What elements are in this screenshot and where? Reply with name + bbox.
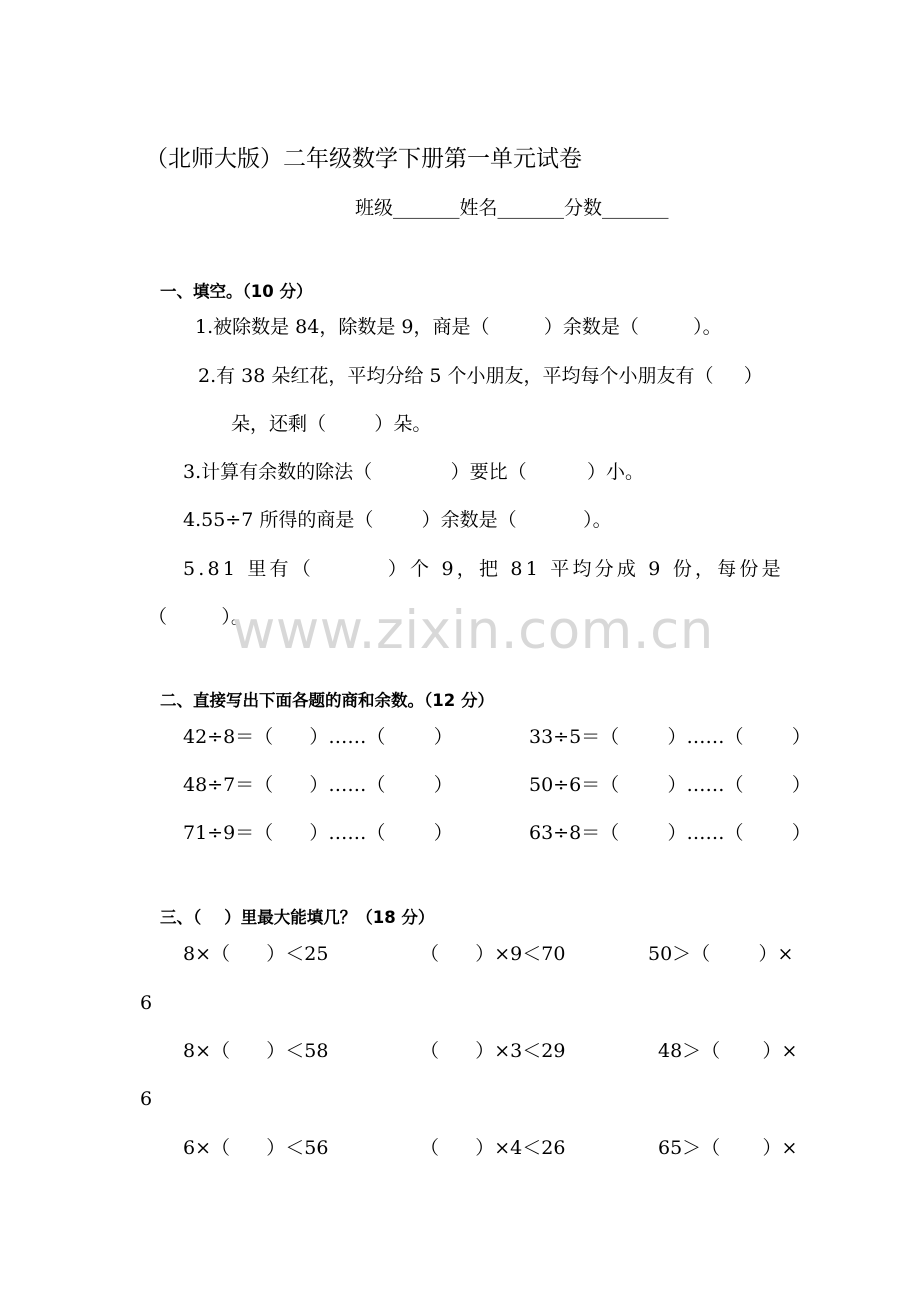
question-2-line-2: 朵，还剩（ ）朵。 [231,413,432,435]
inequality-c-row-1: 50＞（ ）× [648,943,794,965]
division-right-row-2: 50÷6＝（ ）……（ ） [529,774,811,796]
question-1: 1.被除数是 84，除数是 9，商是（ ）余数是（ ）。 [195,316,722,338]
inequality-a-row-1: 8×（ ）＜25 [183,943,329,965]
watermark: www.zixin.com.cn [232,600,714,661]
inequality-c-continuation-row-2: 6 [140,1088,153,1110]
inequality-b-row-1: （ ）×9＜70 [420,943,566,965]
student-info-line: 班级_______姓名_______分数_______ [355,197,669,219]
inequality-a-row-3: 6×（ ）＜56 [183,1137,329,1159]
inequality-b-row-3: （ ）×4＜26 [420,1137,566,1159]
inequality-c-row-3: 65＞（ ）× [658,1137,798,1159]
division-left-row-1: 42÷8＝（ ）……（ ） [183,726,453,748]
question-5-line-2: （ ）。 [148,606,250,628]
question-5-line-1: 5.81 里有（ ）个 9，把 81 平均分成 9 份，每份是 [183,558,784,580]
question-2-line-1: 2.有 38 朵红花，平均分给 5 个小朋友，平均每个小朋友有（ ） [198,365,763,387]
division-right-row-3: 63÷8＝（ ）……（ ） [529,822,811,844]
section-heading: 三、（ ）里最大能填几？（18 分） [160,908,435,927]
page-title: （北师大版）二年级数学下册第一单元试卷 [145,146,582,172]
section-heading: 二、直接写出下面各题的商和余数。（12 分） [160,691,494,710]
division-right-row-1: 33÷5＝（ ）……（ ） [529,726,811,748]
division-left-row-3: 71÷9＝（ ）……（ ） [183,822,453,844]
inequality-b-row-2: （ ）×3＜29 [420,1040,566,1062]
question-4: 4.55÷7 所得的商是（ ）余数是（ ）。 [183,509,612,531]
question-3: 3.计算有余数的除法（ ）要比（ ）小。 [183,461,645,483]
division-left-row-2: 48÷7＝（ ）……（ ） [183,774,453,796]
section-heading: 一、填空。（10 分） [160,282,313,301]
inequality-c-row-2: 48＞（ ）× [658,1040,798,1062]
inequality-a-row-2: 8×（ ）＜58 [183,1040,329,1062]
inequality-c-continuation-row-1: 6 [140,992,153,1014]
